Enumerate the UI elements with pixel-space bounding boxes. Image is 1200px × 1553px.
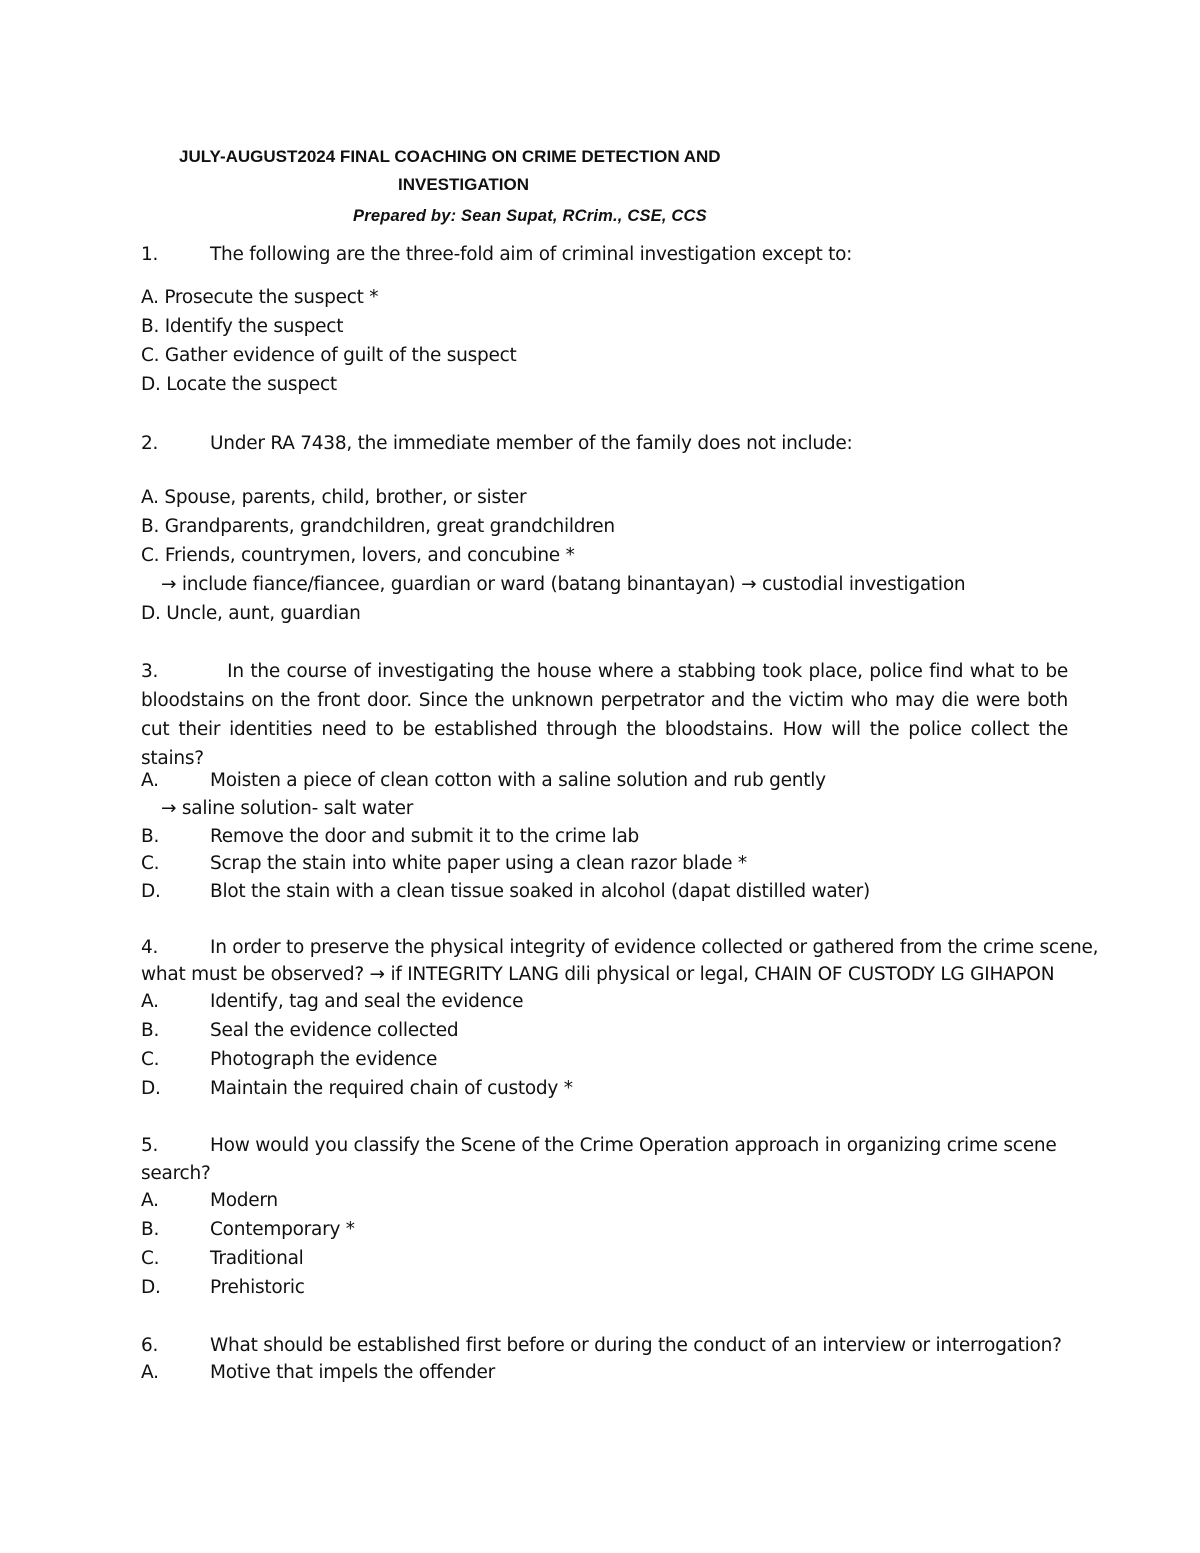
answer-option: Remove the door and submit it to the crime lab xyxy=(210,826,640,847)
option-letter: A. xyxy=(141,991,159,1012)
answer-option: C. Friends, countrymen, lovers, and concubine * xyxy=(141,545,575,566)
question-text: what must be observed? → if INTEGRITY LANG dili physical or legal, CHAIN OF CUSTODY LG GIHAPON xyxy=(141,964,1055,985)
question-number: 5. xyxy=(141,1135,159,1156)
option-letter: C. xyxy=(141,853,160,874)
answer-option: Traditional xyxy=(210,1248,304,1269)
answer-option: A. Prosecute the suspect * xyxy=(141,287,379,308)
question-text: The following are the three-fold aim of criminal investigation except to: xyxy=(210,244,853,265)
option-letter: B. xyxy=(141,1020,160,1041)
option-letter: A. xyxy=(141,770,159,791)
answer-option: Contemporary * xyxy=(210,1219,355,1240)
option-letter: D. xyxy=(141,881,161,902)
option-letter: D. xyxy=(141,1277,161,1298)
answer-option: Maintain the required chain of custody * xyxy=(210,1078,573,1099)
answer-option: Moisten a piece of clean cotton with a saline solution and rub gently xyxy=(210,770,826,791)
question-number: 3. xyxy=(141,661,159,682)
option-letter: A. xyxy=(141,1190,159,1211)
answer-note: → include fiance/fiancee, guardian or ward (batang binantayan) → custodial investigation xyxy=(161,574,966,595)
answer-option: B. Grandparents, grandchildren, great grandchildren xyxy=(141,516,615,537)
answer-option: B. Identify the suspect xyxy=(141,316,344,337)
question-number: 6. xyxy=(141,1335,159,1356)
answer-option: Modern xyxy=(210,1190,278,1211)
option-letter: B. xyxy=(141,826,160,847)
option-letter: D. xyxy=(141,1078,161,1099)
answer-option: A. Spouse, parents, child, brother, or sister xyxy=(141,487,527,508)
answer-option: Identify, tag and seal the evidence xyxy=(210,991,524,1012)
question-text: In the course of investigating the house where a stabbing took place, police find what to be bloodstains on the front door. Since the unknown perpetrator and the victim who may die were both cut their identities need to be established through the bloodstains. How will the police collect the stains? xyxy=(141,661,1068,769)
question-text: search? xyxy=(141,1163,211,1184)
answer-option: Blot the stain with a clean tissue soaked in alcohol (dapat distilled water) xyxy=(210,881,870,902)
question-number: 2. xyxy=(141,433,159,454)
option-letter: B. xyxy=(141,1219,160,1240)
document-title-line-1: JULY-AUGUST2024 FINAL COACHING ON CRIME DETECTION AND xyxy=(179,147,721,166)
option-letter: C. xyxy=(141,1049,160,1070)
answer-note: → saline solution- salt water xyxy=(161,798,414,819)
answer-option: Seal the evidence collected xyxy=(210,1020,459,1041)
question-text: In order to preserve the physical integrity of evidence collected or gathered from the crime scene, xyxy=(210,937,1099,958)
question-number: 4. xyxy=(141,937,159,958)
answer-option: Motive that impels the offender xyxy=(210,1362,495,1383)
option-letter: A. xyxy=(141,1362,159,1383)
document-title-line-2: INVESTIGATION xyxy=(398,175,529,194)
question-text: Under RA 7438, the immediate member of the family does not include: xyxy=(210,433,853,454)
question-number: 1. xyxy=(141,244,159,265)
answer-option: Photograph the evidence xyxy=(210,1049,438,1070)
answer-option: D. Locate the suspect xyxy=(141,374,337,395)
question-block xyxy=(141,657,1068,773)
question-text: What should be established first before or during the conduct of an interview or interrogation? xyxy=(210,1335,1062,1356)
answer-option: D. Uncle, aunt, guardian xyxy=(141,603,361,624)
answer-option: Prehistoric xyxy=(210,1277,305,1298)
answer-option: C. Gather evidence of guilt of the suspect xyxy=(141,345,517,366)
question-text: How would you classify the Scene of the Crime Operation approach in organizing crime scene xyxy=(210,1135,1057,1156)
option-letter: C. xyxy=(141,1248,160,1269)
prepared-by: Prepared by: Sean Supat, RCrim., CSE, CCS xyxy=(353,207,707,225)
answer-option: Scrap the stain into white paper using a clean razor blade * xyxy=(210,853,747,874)
